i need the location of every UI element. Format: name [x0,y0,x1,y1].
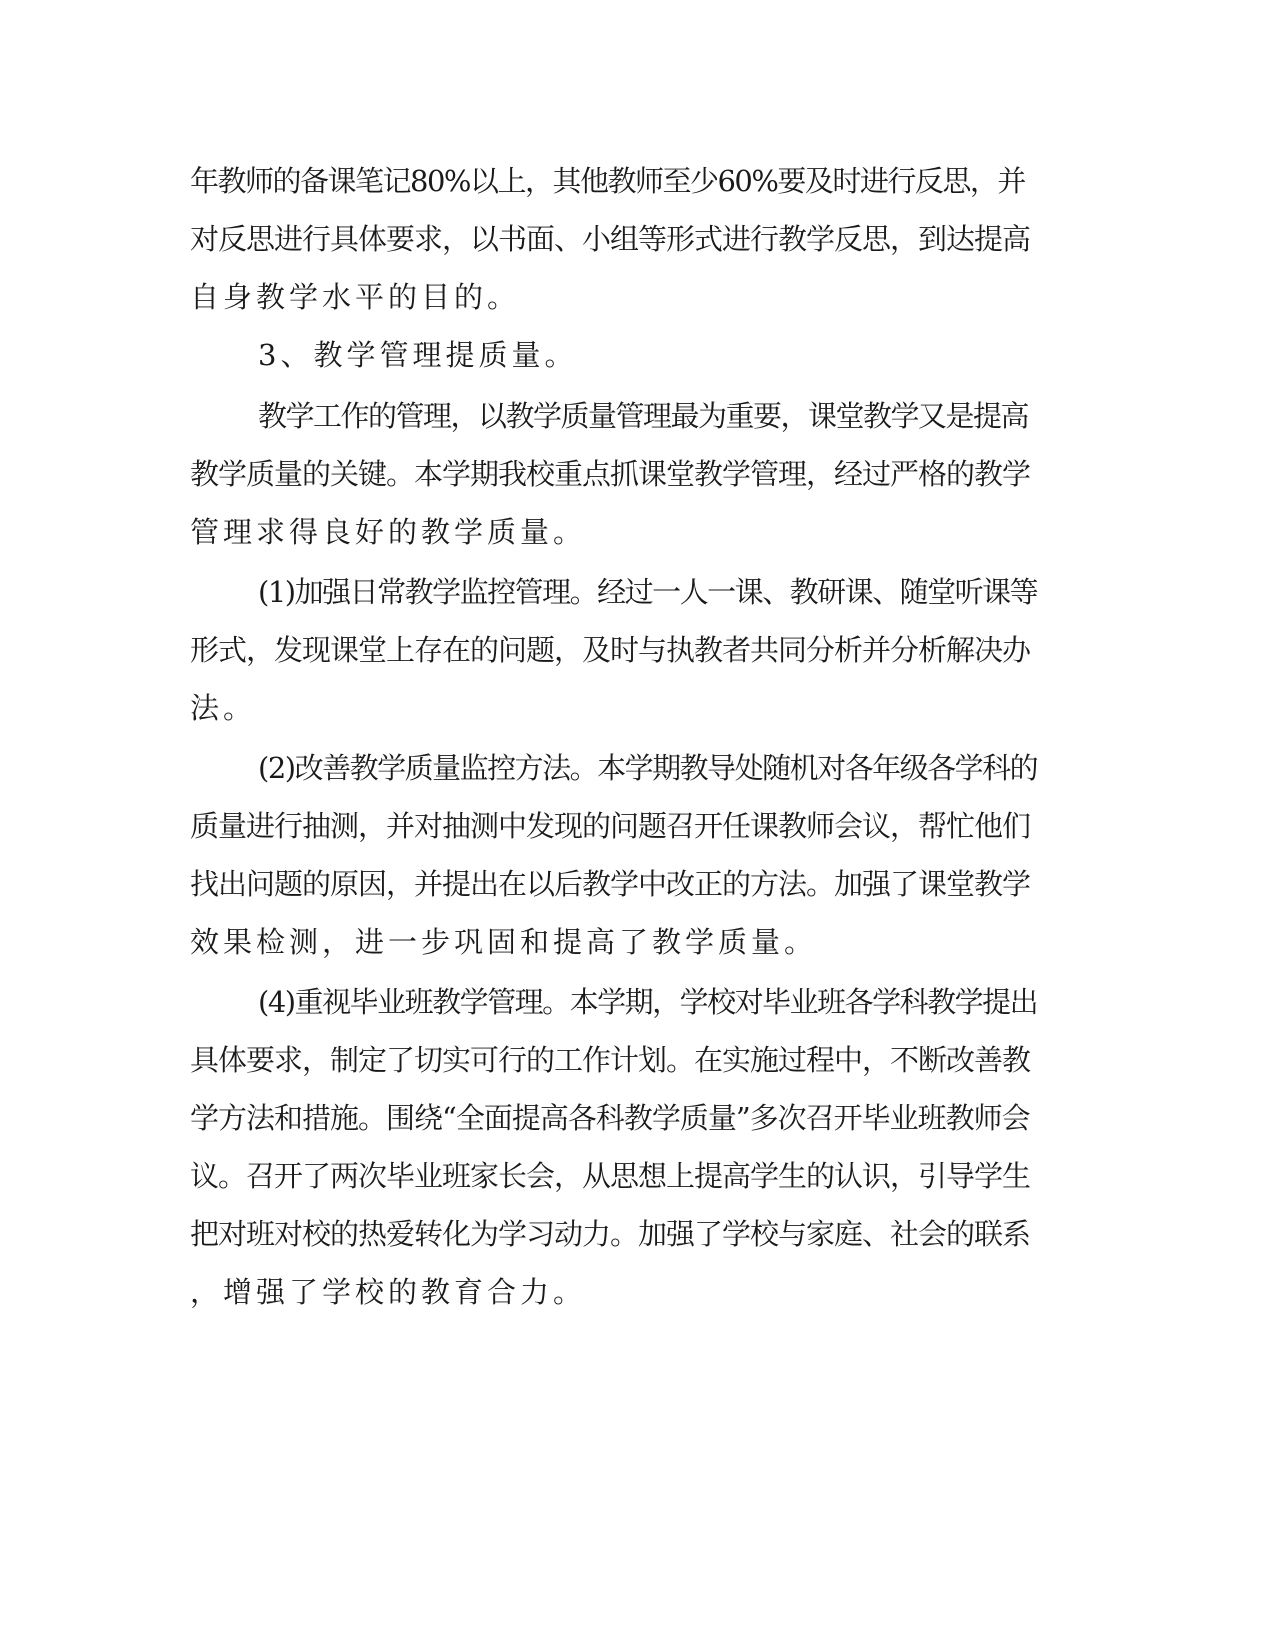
text-line: 教学工作的管理，以教学质量管理最为重要，课堂教学又是提高 [258,399,1029,433]
text-line: 形式，发现课堂上存在的问题，及时与执教者共同分析并分析解决办 [190,633,1031,667]
text-line: 议。召开了两次毕业班家长会，从思想上提高学生的认识，引导学生 [190,1159,1031,1193]
text-line: (1)加强日常教学监控管理。经过一人一课、教研课、随堂听课等 [258,575,1038,609]
text-line: ，增强了学校的教育合力。 [190,1275,587,1309]
text-line: (2)改善教学质量监控方法。本学期教导处随机对各年级各学科的 [258,751,1038,785]
text-line: 年教师的备课笔记80%以上，其他教师至少60%要及时进行反思，并 [190,164,1025,198]
text-line: 质量进行抽测，并对抽测中发现的问题召开任课教师会议，帮忙他们 [190,809,1031,843]
text-line: 把对班对校的热爱转化为学习动力。加强了学校与家庭、社会的联系 [190,1217,1031,1251]
text-line: 管理求得良好的教学质量。 [190,515,587,549]
text-line: 对反思进行具体要求，以书面、小组等形式进行教学反思，到达提高 [190,222,1031,256]
text-line: 法。 [190,691,257,725]
text-line: 教学质量的关键。本学期我校重点抓课堂教学管理，经过严格的教学 [190,457,1031,491]
text-line: 自身教学水平的目的。 [190,280,521,314]
text-line: 学方法和措施。围绕“全面提高各科教学质量”多次召开毕业班教师会 [190,1101,1030,1135]
section-heading: 3、教学管理提质量。 [258,338,578,372]
text-line: 具体要求，制定了切实可行的工作计划。在实施过程中，不断改善教 [190,1043,1031,1077]
text-line: (4)重视毕业班教学管理。本学期，学校对毕业班各学科教学提出 [258,985,1038,1019]
text-line: 找出问题的原因，并提出在以后教学中改正的方法。加强了课堂教学 [190,867,1031,901]
text-line: 效果检测，进一步巩固和提高了教学质量。 [190,925,818,959]
